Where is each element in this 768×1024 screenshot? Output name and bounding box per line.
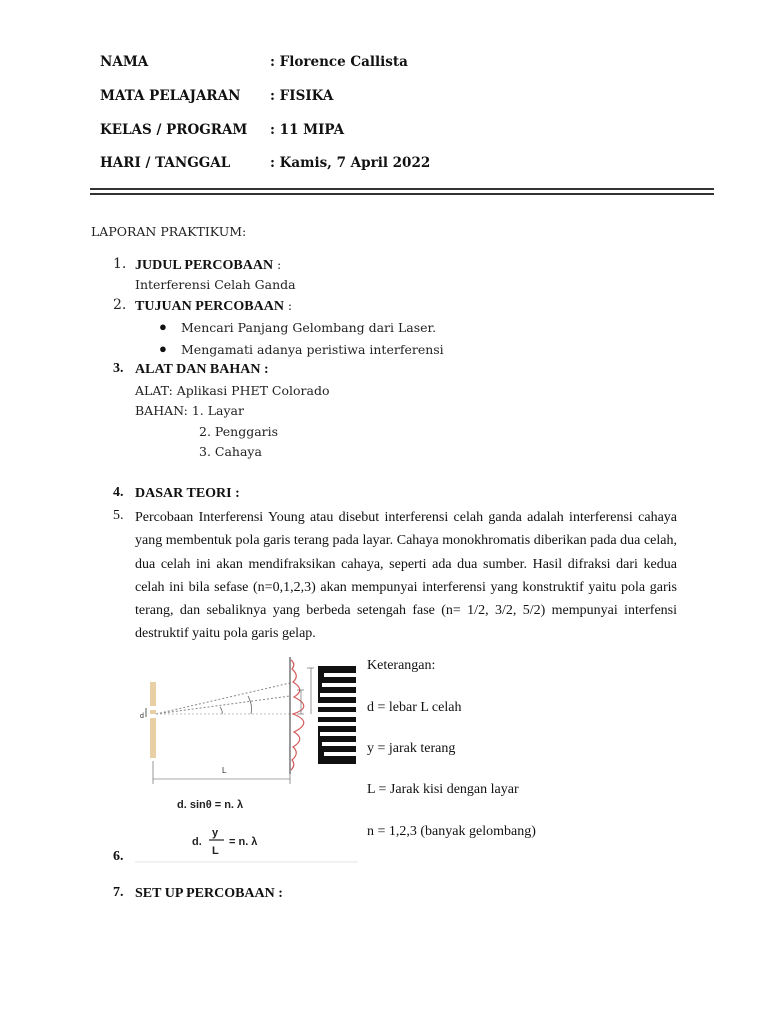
section-1-body: Interferensi Celah Ganda [135, 277, 296, 292]
section-7-title: SET UP PERCOBAAN : [135, 886, 283, 901]
slit-barrier-middle [150, 710, 156, 714]
keterangan-title: Keterangan: [367, 658, 436, 673]
fringe-band [320, 693, 356, 697]
slit-barrier-top [150, 682, 156, 706]
section-6-number: 6. [113, 849, 124, 864]
header-divider-top [90, 188, 714, 190]
section-3-title: ALAT DAN BAHAN : [135, 362, 269, 377]
bullet-icon: ● [159, 341, 167, 356]
fringe-band [324, 752, 356, 756]
section-5-number: 5. [113, 508, 124, 523]
section-7-number: 7. [113, 885, 124, 900]
ray-upper [156, 683, 290, 714]
fringe-band-center [318, 712, 356, 717]
section-1-title: JUDUL PERCOBAAN [135, 258, 274, 273]
section-4-title: DASAR TEORI : [135, 486, 240, 501]
double-slit-figure [130, 652, 360, 864]
section-2-heading [135, 297, 292, 316]
section-3-bahan-item-2: 2. Penggaris [199, 424, 279, 439]
intensity-curve [291, 660, 304, 770]
keterangan-item-y: y = jarak terang [367, 741, 456, 756]
fringe-band [320, 732, 356, 736]
section-2-bullet-1: Mencari Panjang Gelombang dari Laser. [181, 320, 437, 335]
angle-arc-1 [220, 707, 222, 714]
label-L: L [222, 766, 227, 775]
angle-arc-2 [248, 696, 252, 714]
header-value-kelas: : 11 MIPA [270, 122, 345, 138]
section-3-number: 3. [113, 361, 124, 376]
header-value-nama: : Florence Callista [270, 54, 408, 70]
report-title: LAPORAN PRAKTIKUM: [91, 224, 247, 239]
keterangan-item-d: d = lebar L celah [367, 700, 462, 715]
header-label-tanggal: HARI / TANGGAL [100, 155, 231, 171]
keterangan-item-n: n = 1,2,3 (banyak gelombang) [367, 824, 536, 839]
label-d: d [140, 713, 144, 720]
section-2-bullet-2: Mengamati adanya peristiwa interferensi [181, 342, 444, 357]
section-2-number: 2. [113, 297, 127, 313]
header-divider-bottom [90, 193, 714, 195]
formula-2-suffix: = n. λ [229, 836, 258, 848]
section-3-alat: ALAT: Aplikasi PHET Colorado [135, 383, 330, 398]
header-label-kelas: KELAS / PROGRAM [100, 122, 248, 138]
header-label-mapel: MATA PELAJARAN [100, 88, 241, 104]
header-label-nama: NAMA [100, 54, 149, 70]
section-4-number: 4. [113, 485, 124, 500]
formula-2-denominator: L [212, 845, 219, 857]
section-1-colon: : [273, 257, 282, 272]
section-3-bahan-label: BAHAN: 1. Layar [135, 403, 244, 418]
formula-2-numerator: y [212, 827, 219, 839]
section-5-paragraph: Percobaan Interferensi Young atau disebut interferensi celah ganda adalah interferensi cahaya yang membentuk pola garis terang pada layar. Cahaya monokhromatis diberikan pada dua celah, dua celah ini akan mendifraksikan cahaya, seperti ada dua sumber. Hasil difraksi dari kedua celah ini bila sefase (n=0,1,2,3) akan mempunyai interferensi yang konstruktif yaitu pola garis terang, dan sebaliknya yang berbeda setengah fase (n= 1/2, 3/2, 5/2) mempunyai interfensi destruktif yaitu pola garis gelap. [135, 510, 677, 642]
formula-1: d. sinθ = n. λ [177, 799, 244, 811]
section-2-title: TUJUAN PERCOBAAN [135, 299, 284, 314]
fringe-band [324, 673, 356, 677]
fringe-band [318, 722, 356, 726]
keterangan-item-L: L = Jarak kisi dengan layar [367, 782, 519, 797]
header-value-tanggal: : Kamis, 7 April 2022 [270, 155, 431, 171]
bullet-icon: ● [159, 319, 167, 334]
fringe-band [322, 683, 356, 687]
header-value-mapel: : FISIKA [270, 88, 334, 104]
section-1-heading [135, 256, 281, 275]
section-1-number: 1. [113, 256, 127, 272]
section-2-colon: : [283, 298, 293, 313]
fringe-band [318, 703, 356, 707]
fringe-band [322, 742, 356, 746]
formula-2-prefix: d. [192, 836, 202, 848]
section-3-bahan-item-3: 3. Cahaya [199, 444, 262, 459]
slit-barrier-bottom [150, 718, 156, 758]
